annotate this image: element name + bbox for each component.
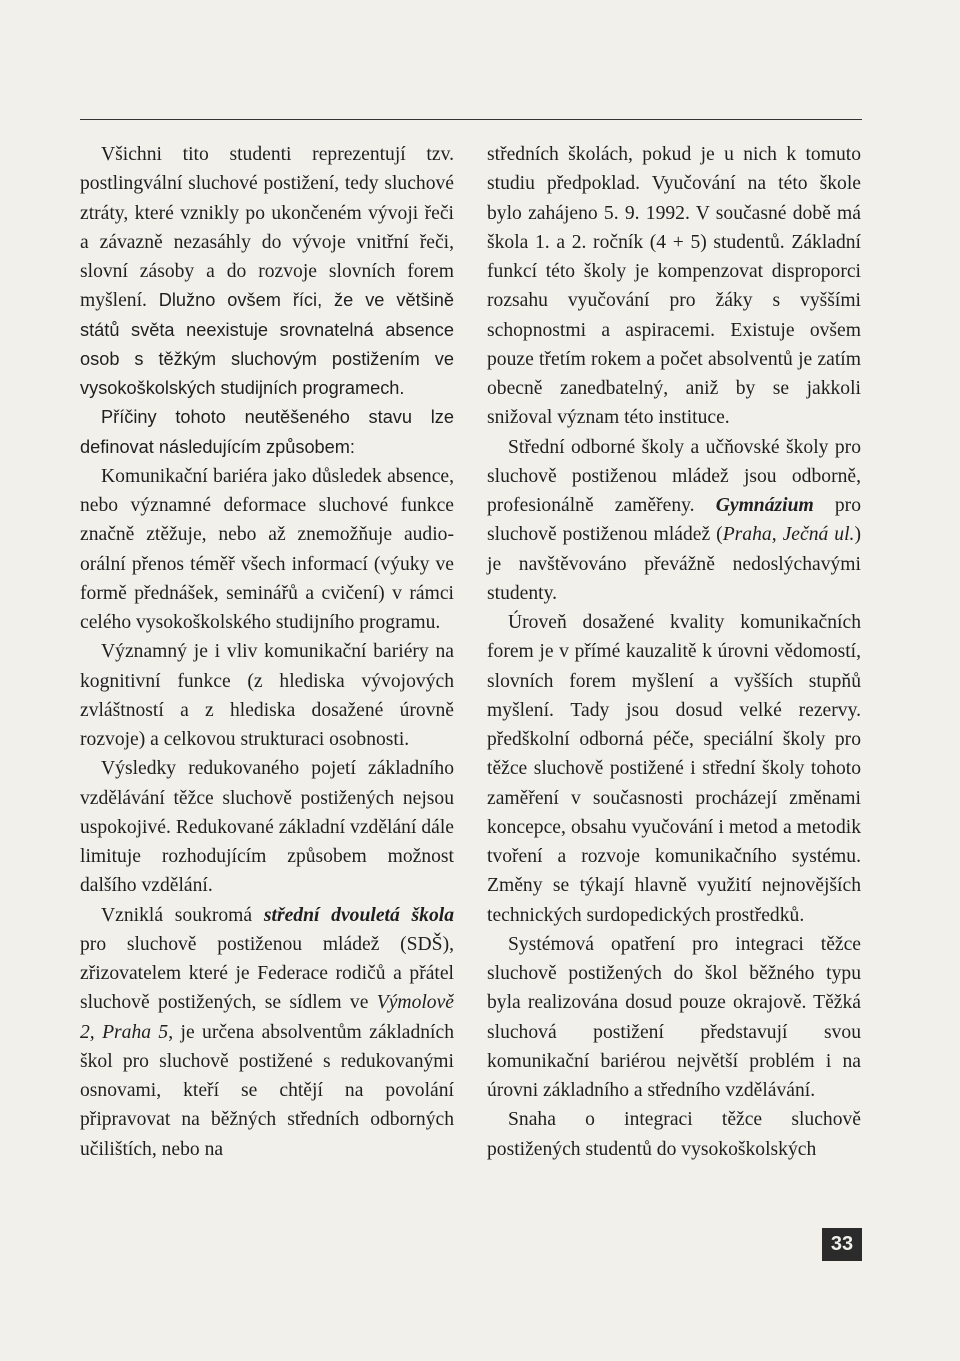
right-column — [487, 140, 861, 1164]
paragraph-text-sans: Dlužno ovšem říci, že ve většině států světa neexistuje srovnatelná absence osob s těžkým sluchovým postižením ve vysokoškolských studijních programech. — [80, 290, 454, 398]
paragraph — [487, 433, 861, 609]
paragraph-text: ) je navštěvováno převážně nedoslýchavými studenty. — [487, 524, 861, 604]
paragraph: Úroveň dosažené kvality komunikačních forem je v přímé kauzalitě k úrovni vědomostí, slovních forem myšlení a vyšších stupňů myšlení. Tady jsou dosud velké rezervy. předškolní odborná péče, speciální školy pro těžce sluchově postižené i střední školy tohoto zaměření v současnosti procházejí změnami koncepce, obsahu vyučování i metod a metodik tvoření a rozvoje komunikačního systému. Změny se týkají hlavně využití nejnovějších technických surdopedických prostředků. — [487, 612, 861, 926]
paragraph — [80, 140, 454, 403]
paragraph-text: pro sluchově postiženou mládež ( — [487, 495, 861, 546]
paragraph: Snaha o integraci těžce sluchově postižených studentů do vysokoškolských — [487, 1109, 861, 1160]
left-column — [80, 140, 454, 1164]
paragraph-text: Střední odborné školy a učňovské školy pro sluchově postiženou mládež jsou odborně, profesionálně zaměřeny. — [487, 436, 861, 516]
paragraph-text: Všichni tito studenti reprezentují tzv. postlingvální sluchové postižení, tedy sluchové ztráty, které vznikly po ukončeném vývoji řeči a závazně nezasáhly do vývoje vnitřní řeči, slovní zásoby a do rozvoje slovních forem myšlení. — [80, 144, 454, 312]
page-number: 33 — [822, 1228, 862, 1261]
paragraph: Systémová opatření pro integraci těžce sluchově postižených do škol běžného typu byla realizována dosud pouze okrajově. Těžká sluchová postižení představují svou komunikační bariérou největší problém i na úrovni základního a středního vzdělávání. — [487, 933, 861, 1101]
address-text: Výmolově 2, Praha 5 — [80, 992, 454, 1043]
paragraph — [80, 901, 454, 1164]
address-text: Praha, Ječná ul. — [722, 524, 855, 546]
paragraph-text: , je určena absolventům základních škol pro sluchově postižené s redukovanými osnovami, kteří se chtějí na povolání připravovat na běžných středních odborných učilištích, nebo na — [80, 1021, 454, 1160]
paragraph: Komunikační bariéra jako důsledek absence, nebo významné deformace sluchové funkce značně ztěžuje, nebo až znemožňuje audio-orální přenos téměř všech informací (výuky ve formě přednášek, seminářů a cvičení) v rámci celého vysokoškolského studijního programu. — [80, 465, 454, 633]
emphasis-text: Gymnázium — [715, 495, 814, 516]
paragraph-text: Vzniklá soukromá — [101, 904, 264, 926]
paragraph: Příčiny tohoto neutěšeného stavu lze definovat následujícím způsobem: — [80, 407, 454, 457]
paragraph: Významný je i vliv komunikační bariéry na kognitivní funkce (z hlediska vývojových zvláštností a z hlediska dosažené úrovně rozvoje) a celkovou strukturaci osobnosti. — [80, 641, 454, 750]
emphasis-text: střední dvouletá škola — [263, 904, 454, 926]
paragraph: Výsledky redukovaného pojetí základního vzdělávání těžce sluchově postižených nejsou uspokojivé. Redukované základní vzdělání dále limituje rozhodujícím způsobem možnost dalšího vzdělání. — [80, 758, 454, 897]
paragraph: středních školách, pokud je u nich k tomuto studiu předpoklad. Vyučování na této škole bylo zahájeno 5. 9. 1992. V současné době má škola 1. a 2. ročník (4 + 5) studentů. Základní funkcí této školy je kompenzovat disproporci rozsahu vyučování pro žáky s vyššími schopnostmi a aspiracemi. Existuje ovšem pouze třetím rokem a počet absolventů je zatím obecně zanedbatelný, aniž by se jakkoli snižoval význam této instituce. — [487, 144, 861, 429]
paragraph-text: pro sluchově postiženou mládež (SDŠ), zřizovatelem které je Federace rodičů a přátel sluchově postižených, se sídlem ve — [80, 933, 454, 1014]
header-rule — [80, 119, 862, 120]
